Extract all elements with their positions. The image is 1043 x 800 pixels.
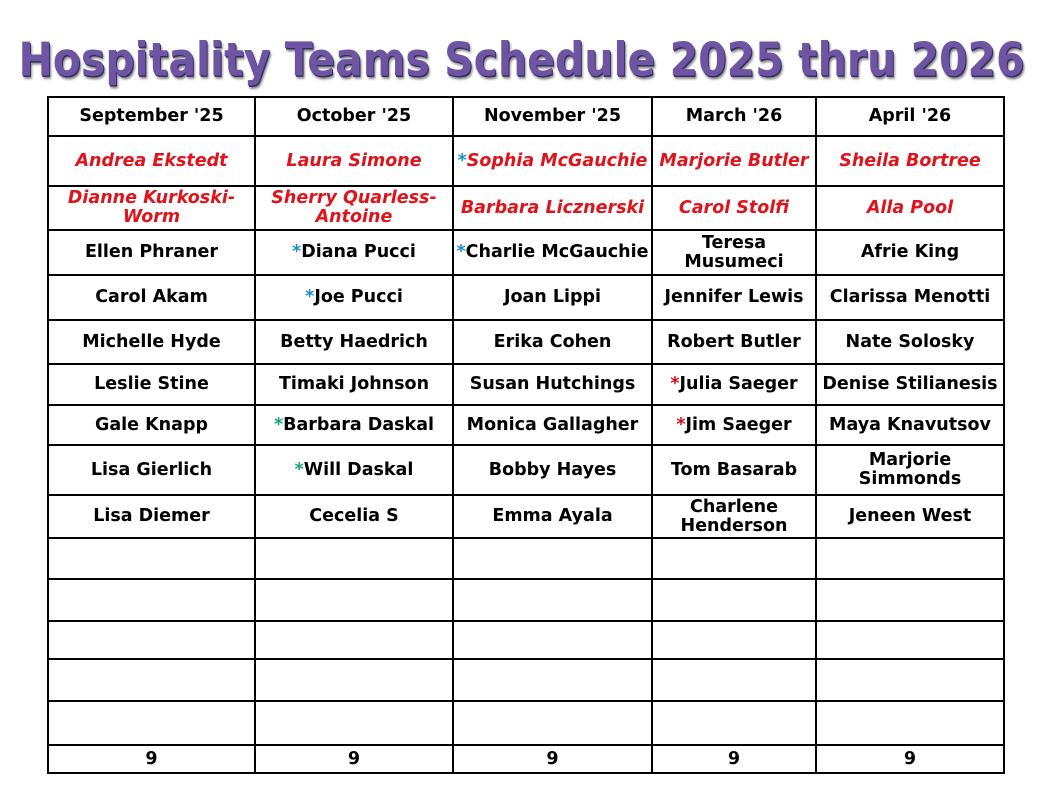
person-name: Timaki Johnson (278, 374, 430, 394)
asterisk-marker: * (670, 374, 680, 394)
name-cell-october (255, 364, 453, 405)
name-cell-september (48, 495, 255, 538)
person-name: Robert Butler (667, 331, 801, 352)
table-row (48, 405, 1004, 445)
name-cell-april (816, 405, 1004, 445)
asterisk-marker: * (457, 150, 467, 171)
table-row (48, 275, 1004, 320)
person-name: Monica Gallagher (466, 414, 639, 435)
total-cell-september: 9 (48, 745, 255, 773)
empty-cell (652, 701, 816, 745)
empty-cell (453, 538, 652, 579)
person-name: Sheila Bortree (839, 150, 981, 171)
person-name: Julia Saeger (679, 374, 798, 394)
person-name: Ellen Phraner (84, 242, 219, 262)
header-cell-november: November '25 (453, 97, 652, 136)
empty-cell (48, 621, 255, 659)
person-name: Sophia McGauchie (466, 150, 648, 171)
person-name: Erika Cohen (493, 331, 612, 352)
asterisk-marker: * (294, 459, 304, 480)
empty-cell (48, 538, 255, 579)
name-cell-october (255, 230, 453, 275)
name-cell-october (255, 445, 453, 495)
empty-cell (255, 538, 453, 579)
person-name: Marjorie Butler (659, 150, 809, 171)
totals-row (48, 745, 1004, 773)
asterisk-marker: * (676, 414, 686, 435)
name-cell-october (255, 405, 453, 445)
header-row (48, 97, 1004, 136)
empty-cell (453, 621, 652, 659)
empty-cell (652, 621, 816, 659)
person-name: Carol Akam (95, 287, 208, 307)
empty-cell (816, 621, 1004, 659)
person-name: Teresa Musumeci (684, 232, 784, 272)
person-name: Diana Pucci (301, 242, 416, 262)
empty-row (48, 538, 1004, 579)
empty-cell (48, 701, 255, 745)
empty-cell (255, 659, 453, 701)
name-cell-april (816, 136, 1004, 186)
name-cell-march (652, 405, 816, 445)
name-cell-september (48, 405, 255, 445)
person-name: Dianne Kurkoski-Worm (67, 188, 236, 227)
empty-cell (816, 538, 1004, 579)
person-name: Leslie Stine (94, 374, 209, 394)
name-cell-september (48, 275, 255, 320)
name-cell-november (453, 405, 652, 445)
page-title: Hospitality Teams Schedule 2025 thru 2026 (18, 33, 1025, 87)
person-name: Charlie McGauchie (465, 242, 649, 262)
empty-cell (255, 701, 453, 745)
asterisk-marker: * (456, 242, 466, 262)
name-cell-september (48, 320, 255, 364)
table-row (48, 230, 1004, 275)
person-name: Joan Lippi (503, 287, 602, 307)
person-name: Andrea Ekstedt (75, 150, 228, 171)
person-name: Maya Knavutsov (829, 414, 991, 435)
name-cell-november (453, 230, 652, 275)
table-row (48, 186, 1004, 230)
table-row (48, 136, 1004, 186)
person-name: Lisa Diemer (93, 506, 210, 526)
person-name: Charlene Henderson (680, 496, 788, 536)
person-name: Clarissa Menotti (829, 287, 991, 307)
table-row (48, 445, 1004, 495)
total-cell-november: 9 (453, 745, 652, 773)
header-cell-april: April '26 (816, 97, 1004, 136)
person-name: Barbara Daskal (283, 414, 434, 435)
table-row (48, 364, 1004, 405)
name-cell-april (816, 230, 1004, 275)
name-cell-november (453, 364, 652, 405)
name-cell-march (652, 364, 816, 405)
header-cell-march: March '26 (652, 97, 816, 136)
person-name: Sherry Quarless-Antoine (271, 188, 437, 227)
empty-cell (816, 659, 1004, 701)
person-name: Denise Stilianesis (822, 374, 998, 394)
person-name: Joe Pucci (314, 287, 403, 307)
empty-row (48, 621, 1004, 659)
person-name: Alla Pool (866, 197, 954, 218)
person-name: Jim Saeger (685, 414, 792, 435)
person-name: Nate Solosky (845, 331, 975, 352)
name-cell-april (816, 364, 1004, 405)
empty-cell (652, 659, 816, 701)
total-cell-march: 9 (652, 745, 816, 773)
header-cell-october: October '25 (255, 97, 453, 136)
name-cell-march (652, 320, 816, 364)
person-name: Carol Stolfi (678, 197, 790, 218)
empty-cell (652, 538, 816, 579)
person-name: Jennifer Lewis (664, 287, 804, 307)
person-name: Bobby Hayes (488, 459, 617, 480)
name-cell-november (453, 445, 652, 495)
name-cell-march (652, 275, 816, 320)
table-row (48, 320, 1004, 364)
name-cell-march (652, 186, 816, 230)
person-name: Gale Knapp (94, 414, 208, 435)
name-cell-march (652, 445, 816, 495)
empty-cell (255, 579, 453, 621)
empty-row (48, 701, 1004, 745)
empty-cell (48, 659, 255, 701)
person-name: Susan Hutchings (469, 374, 636, 394)
table-row (48, 495, 1004, 538)
asterisk-marker: * (274, 414, 284, 435)
person-name: Afrie King (860, 242, 960, 262)
person-name: Cecelia S (309, 506, 399, 526)
name-cell-april (816, 275, 1004, 320)
empty-cell (652, 579, 816, 621)
total-cell-october: 9 (255, 745, 453, 773)
empty-cell (255, 621, 453, 659)
empty-cell (453, 701, 652, 745)
name-cell-april (816, 320, 1004, 364)
name-cell-march (652, 495, 816, 538)
name-cell-september (48, 230, 255, 275)
name-cell-october (255, 275, 453, 320)
person-name: Emma Ayala (492, 506, 613, 526)
name-cell-september (48, 364, 255, 405)
person-name: Laura Simone (286, 150, 422, 171)
name-cell-november (453, 136, 652, 186)
person-name: Marjorie Simmonds (858, 450, 962, 489)
name-cell-april (816, 186, 1004, 230)
name-cell-october (255, 186, 453, 230)
schedule-table (47, 96, 1005, 774)
person-name: Michelle Hyde (82, 331, 221, 352)
name-cell-september (48, 445, 255, 495)
empty-cell (453, 659, 652, 701)
name-cell-september (48, 136, 255, 186)
name-cell-march (652, 230, 816, 275)
person-name: Lisa Gierlich (90, 459, 213, 480)
name-cell-march (652, 136, 816, 186)
asterisk-marker: * (292, 242, 302, 262)
name-cell-october (255, 320, 453, 364)
total-cell-april: 9 (816, 745, 1004, 773)
person-name: Will Daskal (303, 459, 414, 480)
person-name: Tom Basarab (670, 459, 798, 480)
empty-row (48, 579, 1004, 621)
name-cell-october (255, 495, 453, 538)
empty-row (48, 659, 1004, 701)
person-name: Jeneen West (848, 506, 972, 526)
name-cell-november (453, 495, 652, 538)
empty-cell (48, 579, 255, 621)
name-cell-september (48, 186, 255, 230)
name-cell-october (255, 136, 453, 186)
asterisk-marker: * (305, 287, 315, 307)
empty-cell (453, 579, 652, 621)
empty-cell (816, 701, 1004, 745)
name-cell-november (453, 275, 652, 320)
header-cell-september: September '25 (48, 97, 255, 136)
name-cell-april (816, 495, 1004, 538)
name-cell-april (816, 445, 1004, 495)
person-name: Betty Haedrich (280, 331, 428, 352)
empty-cell (816, 579, 1004, 621)
name-cell-november (453, 320, 652, 364)
name-cell-november (453, 186, 652, 230)
person-name: Barbara Licznerski (460, 197, 645, 218)
